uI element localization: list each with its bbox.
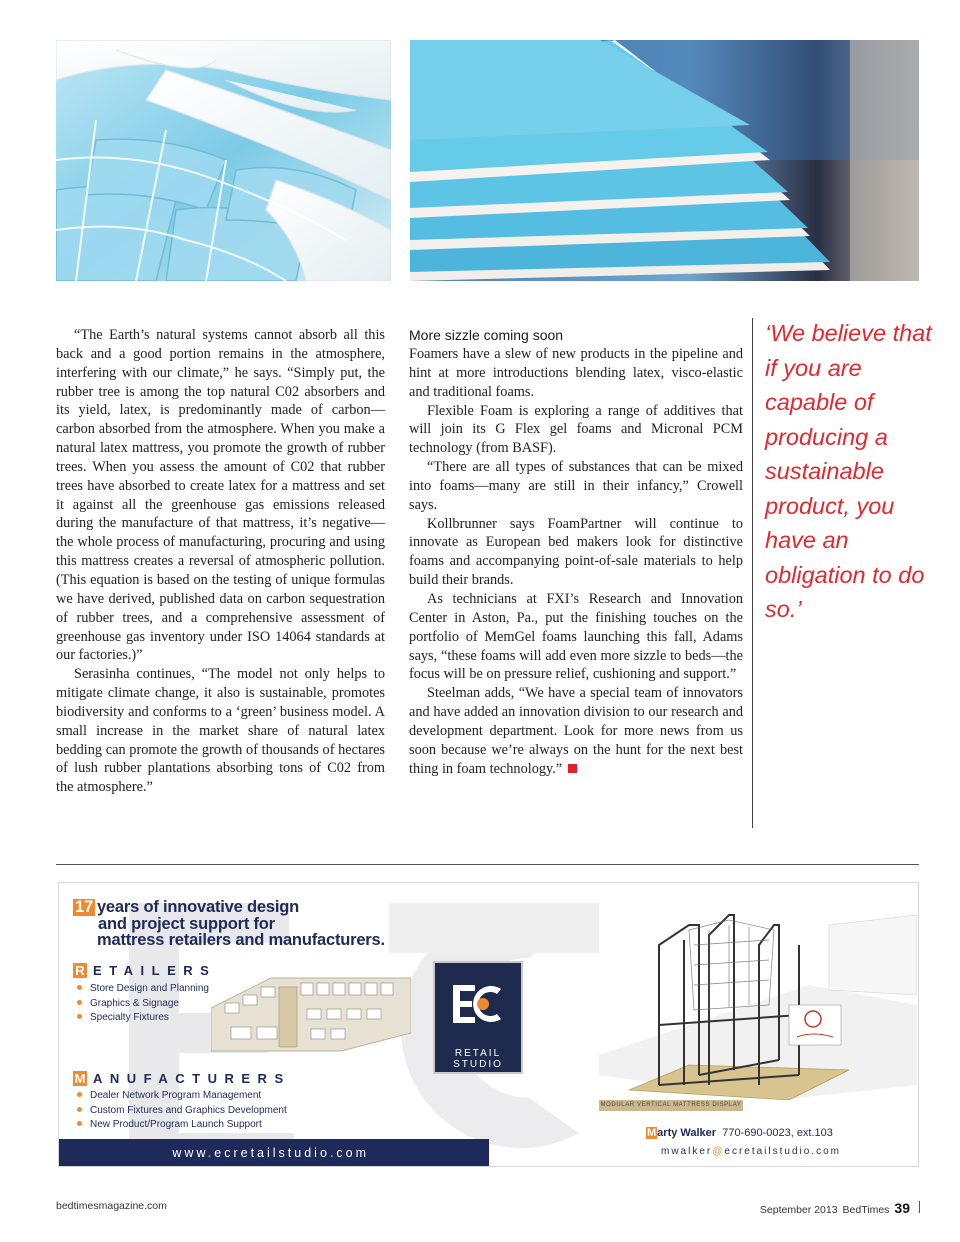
email-at: @ bbox=[712, 1146, 725, 1157]
article-paragraph-text: Steelman adds, “We have a special team of innovators and have added an innovation division to our research and development department. Look for more news from us soon because we’re always on the hunt for the next best thing in foam technology.” bbox=[409, 685, 743, 777]
quilted-mattress-image bbox=[56, 40, 391, 281]
ad-contact bbox=[646, 1127, 833, 1139]
display-caption: MODULAR VERTICAL MATTRESS DISPLAY bbox=[599, 1100, 743, 1111]
list-item: Dealer Network Program Management bbox=[77, 1089, 287, 1104]
article-paragraph: Serasinha continues, “The model not only helps to mitigate climate change, it also is sustainable, promotes biodiversity and conforms to a ‘green’ business model. A small increase in the market share of natural latex bedding can promote the growth of thousands of hectares of lush rubber plantations absorbing tons of C02 from the atmosphere.” bbox=[56, 666, 385, 796]
section-divider bbox=[56, 864, 919, 865]
pull-quote: ‘We believe that if you are capable of producing a sustainable product, you have an obligation to do so.’ bbox=[765, 320, 932, 622]
ad-headline-line: mattress retailers and manufacturers. bbox=[97, 931, 385, 949]
article-paragraph: As technicians at FXI’s Research and Innovation Center in Aston, Pa., put the finishing touches on the portfolio of MemGel foams launching this fall, Adams says, “these foams will add even more sizzle to beds—the focus will be on pressure relief, cushioning and support.” bbox=[409, 590, 743, 683]
list-item: Custom Fixtures and Graphics Development bbox=[77, 1104, 287, 1119]
section-heading: More sizzle coming soon bbox=[409, 327, 564, 343]
ad-heading-initial: R bbox=[73, 963, 87, 978]
logo-text: RETAIL bbox=[454, 1048, 502, 1059]
footer-website[interactable]: bedtimesmagazine.com bbox=[56, 1200, 167, 1212]
foam-layers-photo bbox=[410, 40, 919, 281]
page-number: 39 bbox=[894, 1200, 910, 1216]
ad-headline-number: 17 bbox=[75, 898, 93, 916]
list-item: Store Design and Planning bbox=[77, 982, 209, 997]
logo-text: STUDIO bbox=[453, 1059, 503, 1070]
article-paragraph: “The Earth’s natural systems cannot absorb all this back and a good portion remains in the atmosphere, interfering with our climate,” he says. “Simply put, the rubber tree is among the top natural C02 absorbers and its yield, latex, is predominantly made of carbon—carbon absorbed from the atmosphere. When you make a natural latex mattress, you promote the growth of rubber trees. When you assess the amount of C02 that rubber trees have absorbed to create latex for a mattress and set it against all the greenhouse gas emissions released during the manufacture of that mattress, it’s negative—the whole process of manufacturing, procuring and using this mattress creates a reversal of atmospheric pollution. (This equation is based on the testing of unique formulas we have derived, published data on carbon sequestration of rubber trees, and a comprehensive assessment of greenhouse gas inventory under ISO 14064 standards at our factories.)” bbox=[56, 327, 385, 664]
email-domain: ecretailstudio.com bbox=[724, 1146, 841, 1157]
contact-name-initial: M bbox=[647, 1127, 657, 1139]
ad-manufacturers-list bbox=[77, 1089, 287, 1133]
list-item: Specialty Fixtures bbox=[77, 1011, 209, 1026]
column-divider bbox=[752, 318, 753, 828]
ad-heading-text: ETAILERS bbox=[93, 963, 217, 978]
contact-name bbox=[646, 1127, 716, 1139]
article-paragraph: Flexible Foam is exploring a range of additives that will join its G Flex gel foams and Micronal PCM technology (from BASF). bbox=[409, 402, 743, 457]
footer-divider bbox=[919, 1201, 920, 1213]
contact-name-text: arty Walker bbox=[657, 1127, 717, 1139]
mattress-display-image bbox=[599, 885, 917, 1100]
ec-retail-studio-logo bbox=[433, 961, 523, 1074]
ad-website-link[interactable]: www.ecretailstudio.com bbox=[59, 1139, 489, 1167]
ad-retailers-list bbox=[77, 982, 209, 1026]
ec-logo-icon bbox=[435, 963, 521, 1043]
article-paragraph: “There are all types of substances that can be mixed into foams—many are still in their infancy,” Crowell says. bbox=[409, 459, 743, 513]
footer-publication: BedTimes bbox=[842, 1204, 890, 1216]
foam-layers-image bbox=[410, 40, 919, 281]
ad-email-link[interactable] bbox=[661, 1146, 841, 1157]
end-of-article-icon bbox=[568, 764, 577, 773]
email-user: mwalker bbox=[661, 1146, 713, 1157]
article-paragraph: Foamers have a slew of new products in the pipeline and hint at more introductions blending latex, visco-elastic and traditional foams. bbox=[409, 346, 743, 400]
ad-headline bbox=[73, 899, 385, 949]
ad-heading-initial: M bbox=[74, 1071, 86, 1086]
footer-issue-info bbox=[760, 1200, 920, 1216]
ad-retailers-heading bbox=[73, 963, 216, 978]
ad-headline-line: and project support for bbox=[98, 914, 275, 933]
ad-heading-text: ANUFACTURERS bbox=[93, 1071, 291, 1086]
article-column-1 bbox=[56, 326, 385, 797]
list-item: Graphics & Signage bbox=[77, 997, 209, 1012]
ad-manufacturers-heading bbox=[73, 1071, 291, 1086]
list-item: New Product/Program Launch Support bbox=[77, 1118, 287, 1133]
contact-phone: 770-690-0023, ext.103 bbox=[722, 1127, 833, 1139]
article-last-paragraph bbox=[409, 684, 743, 778]
ad-headline-line: years of innovative design bbox=[96, 898, 299, 916]
store-floorplan-image bbox=[211, 973, 411, 1053]
article-column-2 bbox=[409, 326, 743, 778]
ec-retail-studio-ad[interactable] bbox=[58, 882, 919, 1167]
footer-issue: September 2013 bbox=[759, 1204, 838, 1216]
quilted-mattress-photo bbox=[56, 40, 391, 281]
article-paragraph: Kollbrunner says FoamPartner will continue to innovate as European bed makers look for distinctive foams and accompanying point-of-sale materials to help build their brands. bbox=[409, 515, 743, 589]
